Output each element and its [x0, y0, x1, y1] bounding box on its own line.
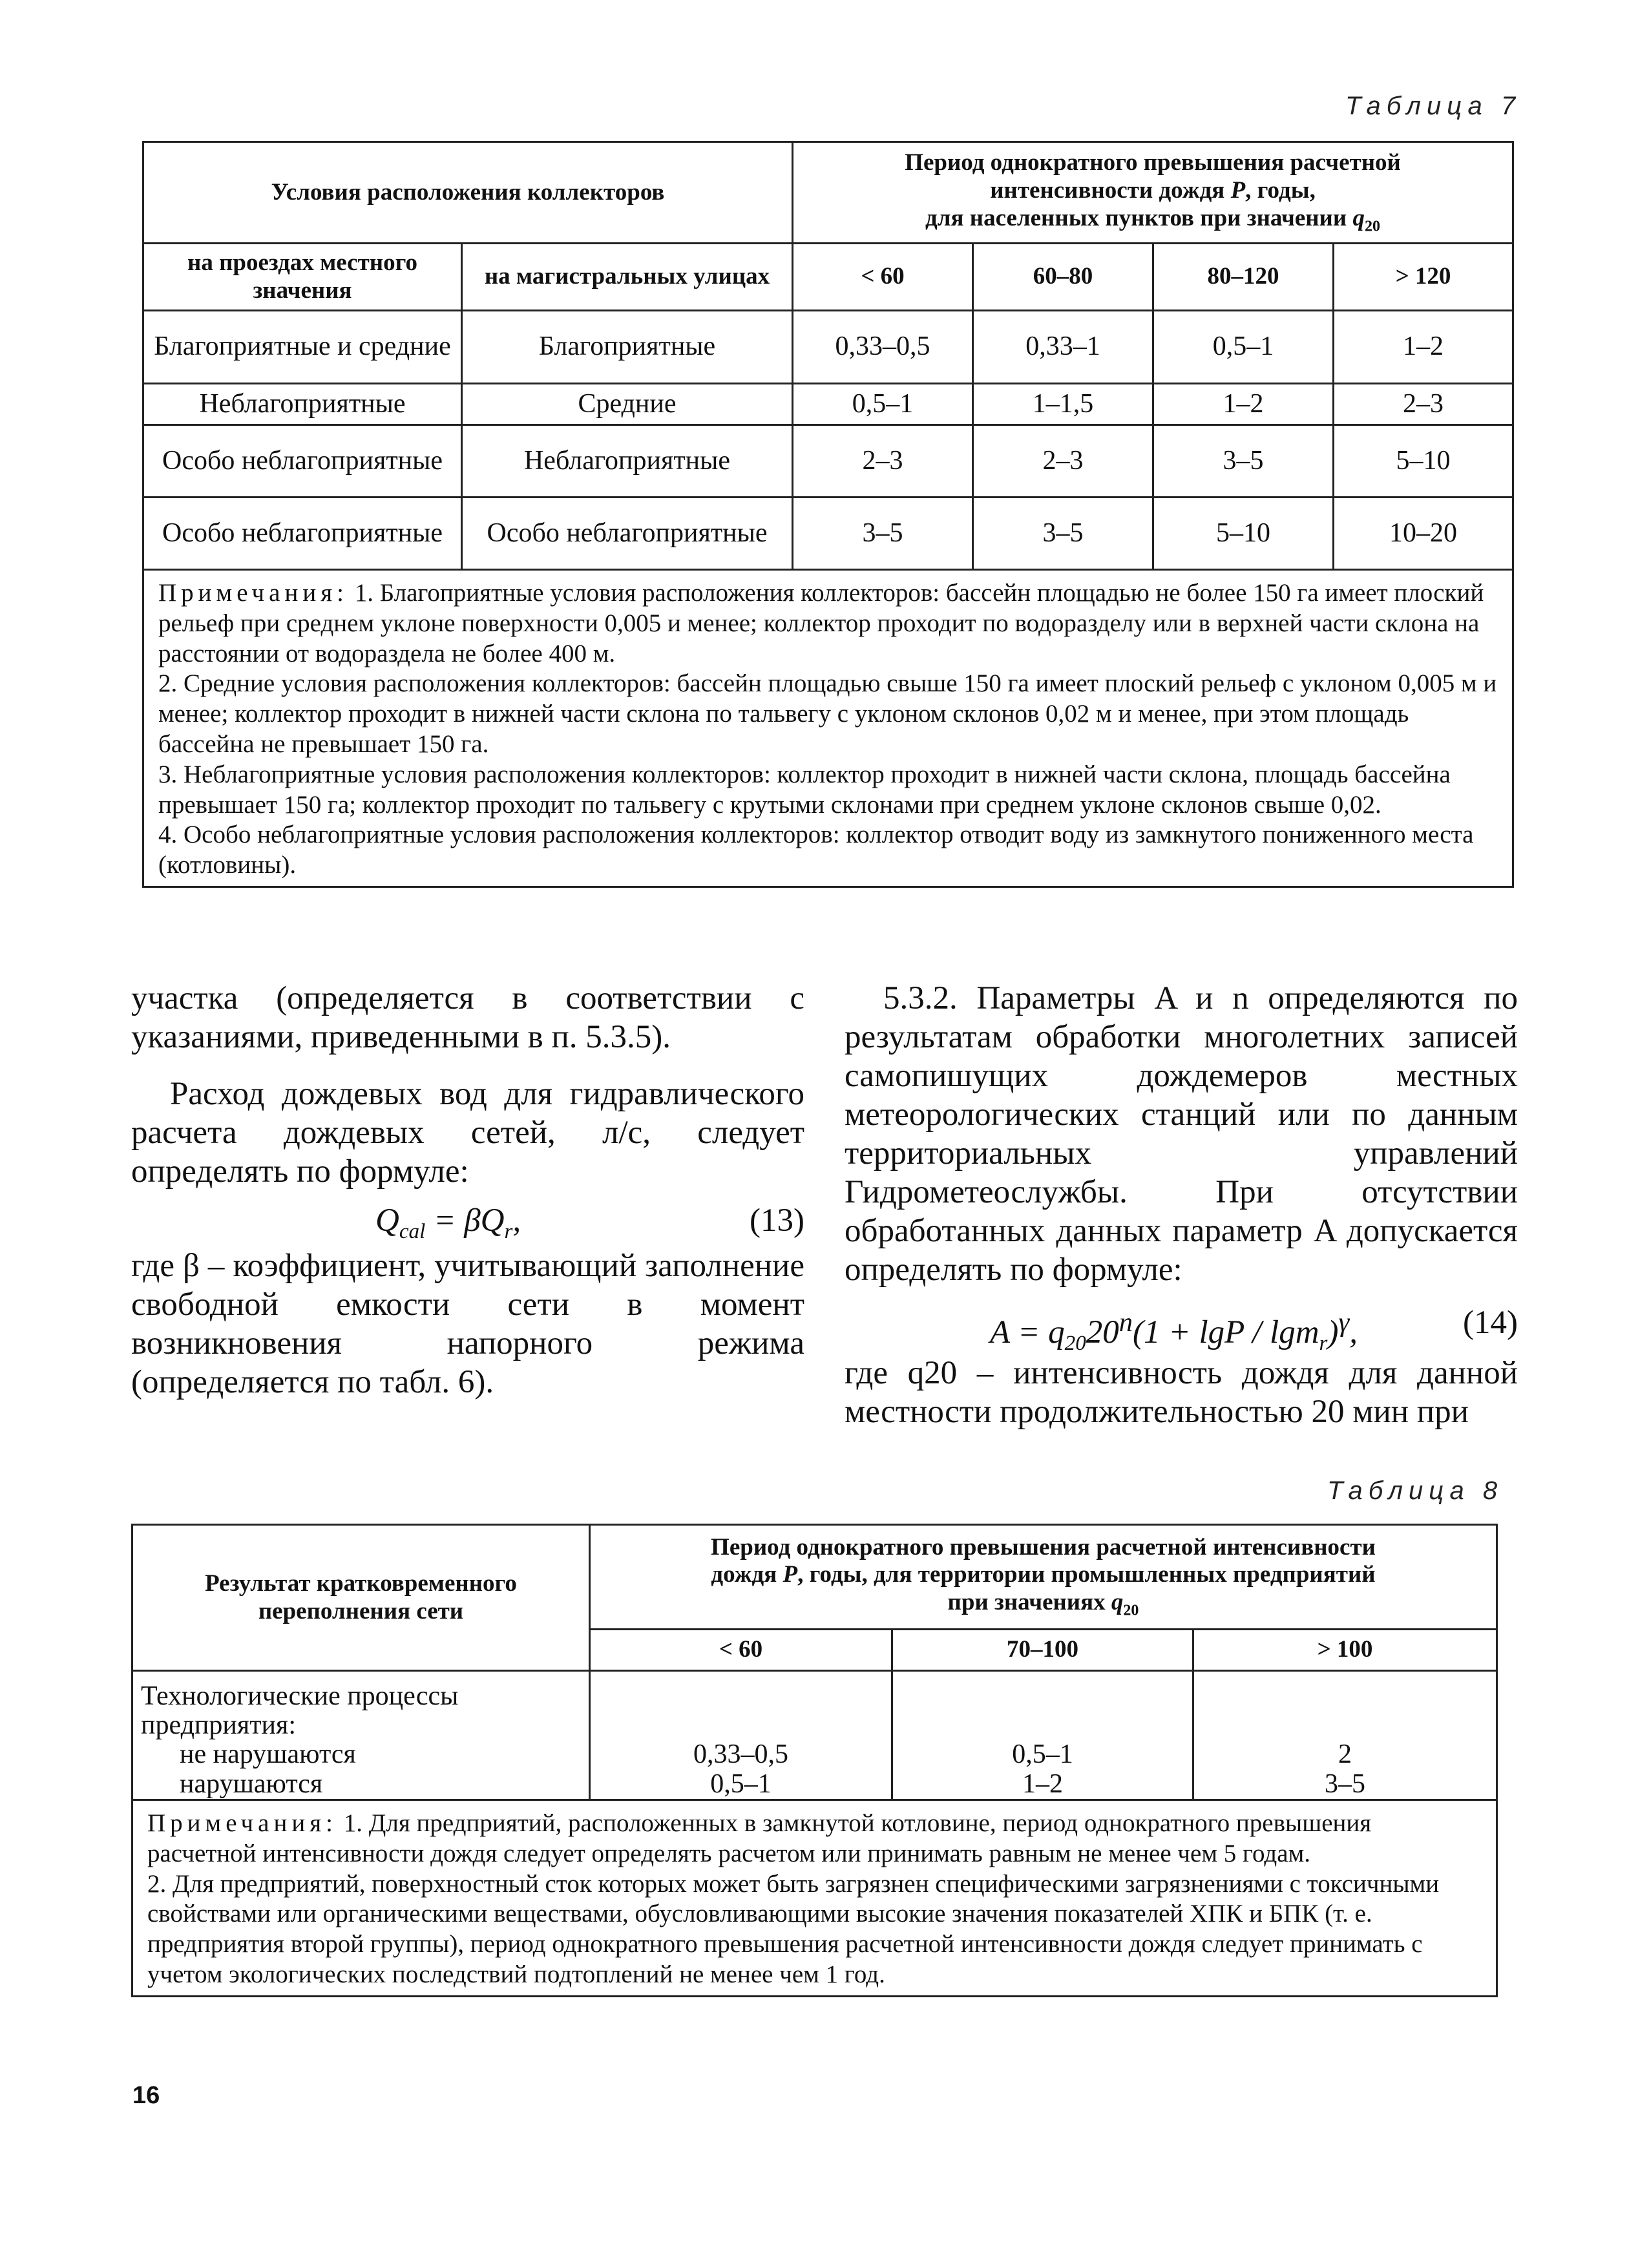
right-column [845, 979, 1518, 1431]
cell-value: 0,33–0,5 [793, 311, 973, 384]
table8-col-result: Результат кратковременного переполнения сети [132, 1525, 590, 1671]
paragraph: где q20 – интенсивность дождя для данной местности продолжительностью 20 мин при [845, 1355, 1518, 1430]
table7-col-q3: 80–120 [1153, 244, 1334, 311]
formula-14 [845, 1303, 1518, 1356]
table-row [143, 498, 1513, 570]
table-row [132, 1671, 1497, 1800]
value-disrupted: 0,5–1 [710, 1769, 772, 1799]
table8-header-period: Период однократного превышения расчетной интенсивности дождя P, годы, для территории промышленных предприятий при значениях $q_{20}$ [590, 1525, 1497, 1630]
cell-value: 2–3 [973, 425, 1153, 498]
row-main: Благоприятные [462, 311, 793, 384]
cell-value: 3–5 [973, 498, 1153, 570]
note-2: 2. Средние условия расположения коллекторов: бассейн площадью свыше 150 га имеет плоский рельеф с уклоном 0,005 м и менее; коллектор проходит в нижней части склона по тальвегу с уклоном склонов 0,02 м и менее, при этом площадь бассейна не превышает 150 га. [158, 669, 1497, 758]
table-row [143, 384, 1513, 425]
row-local: Благоприятные и средние [143, 311, 462, 384]
table8-col-q3: > 100 [1193, 1630, 1497, 1671]
table7-col-main: на магистральных улицах [462, 244, 793, 311]
cell-value [892, 1671, 1193, 1800]
table7-col-q4: > 120 [1334, 244, 1513, 311]
value-not-disrupted: 0,33–0,5 [693, 1739, 788, 1770]
table7-caption: Таблица 7 [1345, 92, 1522, 120]
row-local: Неблагоприятные [143, 384, 462, 425]
table7-col-q2: 60–80 [973, 244, 1153, 311]
formula-13 [131, 1201, 804, 1244]
note-3: 3. Неблагоприятные условия расположения коллекторов: коллектор проходит в нижней части склона, площадь бассейна превышает 150 га; коллектор проходит по тальвегу с крутыми склонами при среднем уклоне склонов свыше 0,02. [158, 760, 1451, 819]
table8-col-q1: < 60 [590, 1630, 892, 1671]
row-main: Неблагоприятные [462, 425, 793, 498]
table8-col-q2: 70–100 [892, 1630, 1193, 1671]
table7-col-q1: < 60 [793, 244, 973, 311]
cell-value: 2–3 [793, 425, 973, 498]
paragraph: 5.3.2. Параметры A и n определяются по результатам обработки многолетних записей самопишущих дождемеров местных метеорологических станций или по данным территориальных управлений Гидрометеослужбы. При отсутствии обработанных данных параметр A допускается определять по формуле: [845, 980, 1518, 1288]
table7 [142, 141, 1514, 888]
row-label-line: Технологические процессы [141, 1681, 459, 1711]
paragraph: участка (определяется в соответствии с указаниями, приведенными в п. 5.3.5). [131, 980, 804, 1055]
cell-value: 10–20 [1334, 498, 1513, 570]
value-not-disrupted: 0,5–1 [1012, 1739, 1073, 1770]
row-label [132, 1671, 590, 1800]
row-local: Особо неблагоприятные [143, 425, 462, 498]
value-disrupted: 1–2 [1022, 1769, 1063, 1799]
table7-notes [143, 570, 1513, 887]
table7-header-period: Период однократного превышения расчетной интенсивности дождя P, годы, для населенных пунктов при значении $q_{20}$ [793, 142, 1513, 244]
table8-caption: Таблица 8 [1327, 1476, 1504, 1505]
cell-value: 1–1,5 [973, 384, 1153, 425]
note-1: 1. Благоприятные условия расположения коллекторов: бассейн площадью не более 150 га имеет плоский рельеф при среднем уклоне поверхности 0,005 и менее; коллектор проходит по водоразделу или в верхней части склона на расстоянии от водораздела не более 400 м. [158, 579, 1484, 667]
table8-notes [132, 1800, 1497, 1997]
cell-value [1193, 1671, 1497, 1800]
paragraph: где β – коэффициент, учитывающий заполнение свободной емкости сети в момент возникновения напорного режима (определяется по табл. 6). [131, 1248, 804, 1400]
cell-value: 5–10 [1334, 425, 1513, 498]
paragraph: Расход дождевых вод для гидравлического расчета дождевых сетей, л/с, следует определять по формуле: [131, 1076, 804, 1190]
value-disrupted: 3–5 [1325, 1769, 1365, 1799]
cell-value: 3–5 [1153, 425, 1334, 498]
table8 [131, 1524, 1498, 1997]
row-local: Особо неблагоприятные [143, 498, 462, 570]
table7-header-conditions: Условия расположения коллекторов [143, 142, 793, 244]
row-main: Средние [462, 384, 793, 425]
row-label-line: предприятия: [141, 1710, 297, 1740]
formula-expression: $Q_{cal} = \beta Q_r$, [375, 1202, 521, 1244]
cell-value: 1–2 [1153, 384, 1334, 425]
cell-value: 1–2 [1334, 311, 1513, 384]
cell-value: 0,5–1 [793, 384, 973, 425]
notes-label: Примечания: [147, 1809, 337, 1837]
formula-number: (13) [750, 1202, 804, 1239]
value-not-disrupted: 2 [1338, 1739, 1352, 1770]
formula-number: (14) [1463, 1305, 1518, 1341]
row-main: Особо неблагоприятные [462, 498, 793, 570]
note-1: 1. Для предприятий, расположенных в замкнутой котловине, период однократного превышения расчетной интенсивности дождя следует определять расчетом или принимать равным не менее чем 5 годам. [147, 1809, 1372, 1867]
cell-value: 0,33–1 [973, 311, 1153, 384]
cell-value: 5–10 [1153, 498, 1334, 570]
cell-value [590, 1671, 892, 1800]
cell-value: 0,5–1 [1153, 311, 1334, 384]
note-2: 2. Для предприятий, поверхностный сток которых может быть загрязнен специфическими загрязнениями с токсичными свойствами или органическими веществами, обусловливающими высокие значения показателей ХПК и БПК (т. е. предприятия второй группы), период однократного превышения расчетной интенсивности дождя следует принимать с учетом экологических последствий подтоплений не менее чем 1 год. [147, 1869, 1440, 1988]
table-row [143, 311, 1513, 384]
cell-value: 2–3 [1334, 384, 1513, 425]
cell-value: 3–5 [793, 498, 973, 570]
row-label-line: не нарушаются [180, 1739, 356, 1770]
table-row [143, 425, 1513, 498]
formula-expression: $A = q_{20}20^n(1 + \lg P / \lg m_r)^\gamma$, [990, 1307, 1358, 1356]
left-column [131, 979, 804, 1402]
notes-label: Примечания: [158, 579, 348, 607]
page-number: 16 [132, 2082, 160, 2109]
row-label-line: нарушаются [180, 1769, 323, 1799]
note-4: 4. Особо неблагоприятные условия расположения коллекторов: коллектор отводит воду из замкнутого пониженного места (котловины). [158, 821, 1474, 879]
table7-col-local: на проездах местного значения [143, 244, 462, 311]
